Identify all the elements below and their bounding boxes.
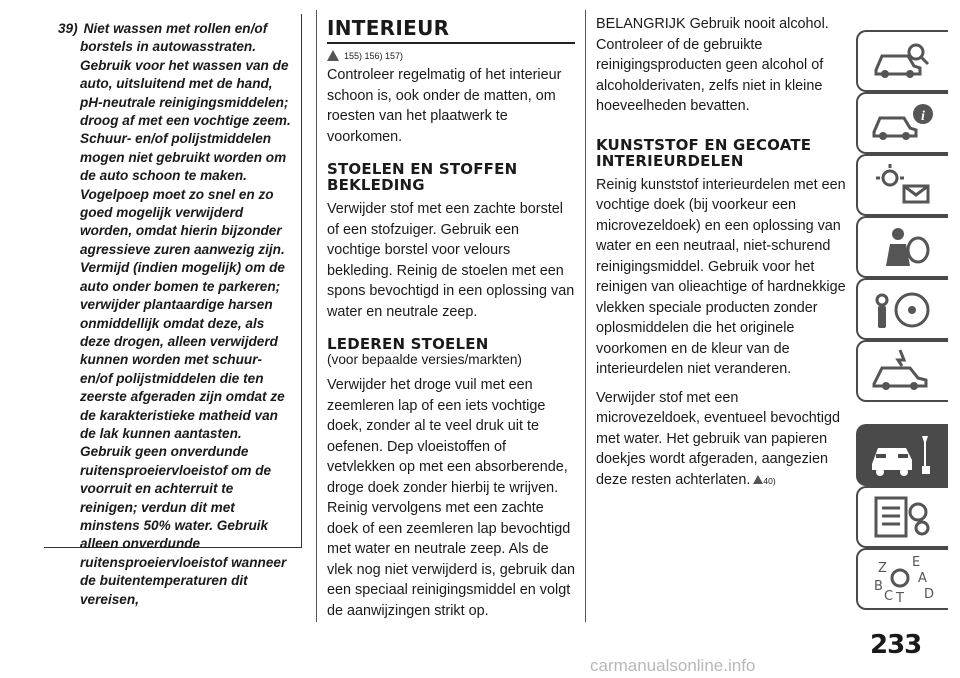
warning-box bbox=[44, 14, 302, 607]
plastic-parts-text-2-block bbox=[596, 388, 846, 492]
key-steering-wheel-icon bbox=[868, 284, 938, 334]
tab-emergency[interactable] bbox=[856, 340, 948, 402]
reference-numbers: 155) 156) 157) bbox=[344, 50, 404, 61]
svg-text:T: T bbox=[896, 591, 904, 604]
tab-safety[interactable] bbox=[856, 216, 948, 278]
middle-column bbox=[327, 14, 575, 629]
right-column bbox=[596, 14, 846, 499]
watermark: carmanualsonline.info bbox=[590, 656, 756, 675]
warning-triangle-icon bbox=[327, 50, 339, 61]
page-number: 233 bbox=[870, 630, 922, 660]
tab-dashboard[interactable] bbox=[856, 30, 948, 92]
svg-text:i: i bbox=[921, 109, 925, 124]
subsection-title-seats-fabric: STOELEN EN STOFFEN BEKLEDING bbox=[327, 160, 518, 194]
car-info-icon bbox=[868, 98, 938, 148]
svg-text:C: C bbox=[884, 589, 894, 604]
leather-seats-text: Verwijder het droge vuil met een zeemleren lap of een iets vochtige doek, zonder al te veel druk uit te oefenen. Dep vloeistoffen of vetvlekken op met een absorberende, droge doek zonder hierbij te wrijven. Reinig vervolgens met een zachte doek of een zeemleren lap bevochtigd met water en neutrale zeep. Als de vlek nog niet verwijderd is, gebruik dan een speciaal reinigingsmiddel en volgt de aanwijzingen strikt op. bbox=[327, 377, 575, 619]
seats-fabric-text: Verwijder stof met een zachte borstel of een stofzuiger. Gebruik een vochtige borstel voor velours bekleding. Reinig de stoelen met een spons bevochtigd in een oplossing van water en neutrale zeep. bbox=[327, 201, 575, 320]
svg-text:A: A bbox=[918, 571, 927, 586]
inline-reference: 40) bbox=[763, 475, 776, 486]
svg-text:E: E bbox=[912, 555, 921, 570]
column-divider bbox=[585, 10, 586, 622]
breakdown-icon bbox=[868, 346, 938, 396]
warning-number: 39) bbox=[58, 21, 78, 36]
column-divider bbox=[316, 10, 317, 622]
warning-text-block bbox=[58, 20, 291, 609]
important-note: BELANGRIJK Gebruik nooit alcohol. Controleer of de gebruikte reinigingsproducten geen alcohol of alcoholderivaten, zelfs niet in kleine hoeveelheden bevatten. bbox=[596, 16, 829, 114]
subsection-title-leather-seats: LEDEREN STOELEN bbox=[327, 335, 489, 353]
tab-info[interactable] bbox=[856, 92, 948, 154]
svg-text:B: B bbox=[874, 579, 883, 594]
warning-text: Niet wassen met rollen en/of borstels in autowasstraten. Gebruik voor het wassen van de auto, uitsluitend met de hand, pH-neutrale reinigingsmiddelen; droog af met een vochtige zeem. Schuur- en/of polijstmiddelen mogen niet gebruikt worden om de auto schoon te maken. Vogelpoep moet zo snel en zo goed mogelijk verwijderd worden, omdat hierin bijzonder agressieve zuren aanwezig zijn. Vermijd (indien mogelijk) om de auto onder bomen te parkeren; verwijder plantaardige harsen onmiddellijk omdat deze, als deze drogen, alleen verwijderd kunnen worden met schuur- en/of polijstmiddelen die ten zeerste afgeraden zijn omdat ze de karakteristieke matheid van de lak kunnen aantasten. Gebruik geen onverdunde ruitensproeiervloeistof om de voorruit en achterruit te reinigen; verdun dit met minstens 50% water. Gebruik alleen onverdunde ruitensproeiervloeistof wanneer de buitentemperaturen dit vereisen, bbox=[80, 21, 291, 607]
plastic-parts-text-1: Reinig kunststof interieurdelen met een vochtige doek (bij voorkeur een microvezeldoek) en een oplossing van water en een neutraal, niet-schurend reinigingsmiddel. Gebruik voor het reinigen van olieachtige of hardnekkige vlekken speciale producten zonder oplosmiddelen die het originele voorkomen en de kleur van de interieurdelen niet veranderen. bbox=[596, 176, 846, 377]
tab-starting-driving[interactable] bbox=[856, 278, 948, 340]
leather-seats-note: (voor bepaalde versies/markten) bbox=[327, 352, 522, 367]
warning-lights-icon bbox=[868, 160, 938, 210]
warning-references bbox=[327, 50, 575, 61]
warning-triangle-icon bbox=[753, 475, 763, 484]
tab-warning-lights[interactable] bbox=[856, 154, 948, 216]
subsection-title-plastic-parts: KUNSTSTOF EN GECOATE INTERIEURDELEN bbox=[596, 135, 812, 170]
car-maintenance-icon bbox=[868, 430, 938, 480]
tab-technical-data[interactable] bbox=[856, 486, 948, 548]
airbag-seatbelt-icon bbox=[868, 222, 938, 272]
technical-data-icon bbox=[868, 492, 938, 542]
plastic-parts-text-2: Verwijder stof met een microvezeldoek, eventueel bevochtigd met water. Het gebruik van papieren doekjes wordt afgeraden, aangezien deze resten achterlaten. bbox=[596, 389, 840, 488]
tab-maintenance[interactable] bbox=[856, 424, 948, 486]
section-title: INTERIEUR bbox=[327, 16, 575, 44]
index-icon bbox=[868, 554, 938, 604]
warning-column bbox=[44, 14, 302, 607]
tab-index[interactable] bbox=[856, 548, 948, 610]
svg-text:Z: Z bbox=[878, 561, 887, 576]
car-dashboard-search-icon bbox=[868, 36, 938, 86]
svg-text:D: D bbox=[924, 587, 935, 602]
interior-intro: Controleer regelmatig of het interieur schoon is, ook onder de matten, om roesten van het plaatwerk te voorkomen. bbox=[327, 67, 562, 145]
